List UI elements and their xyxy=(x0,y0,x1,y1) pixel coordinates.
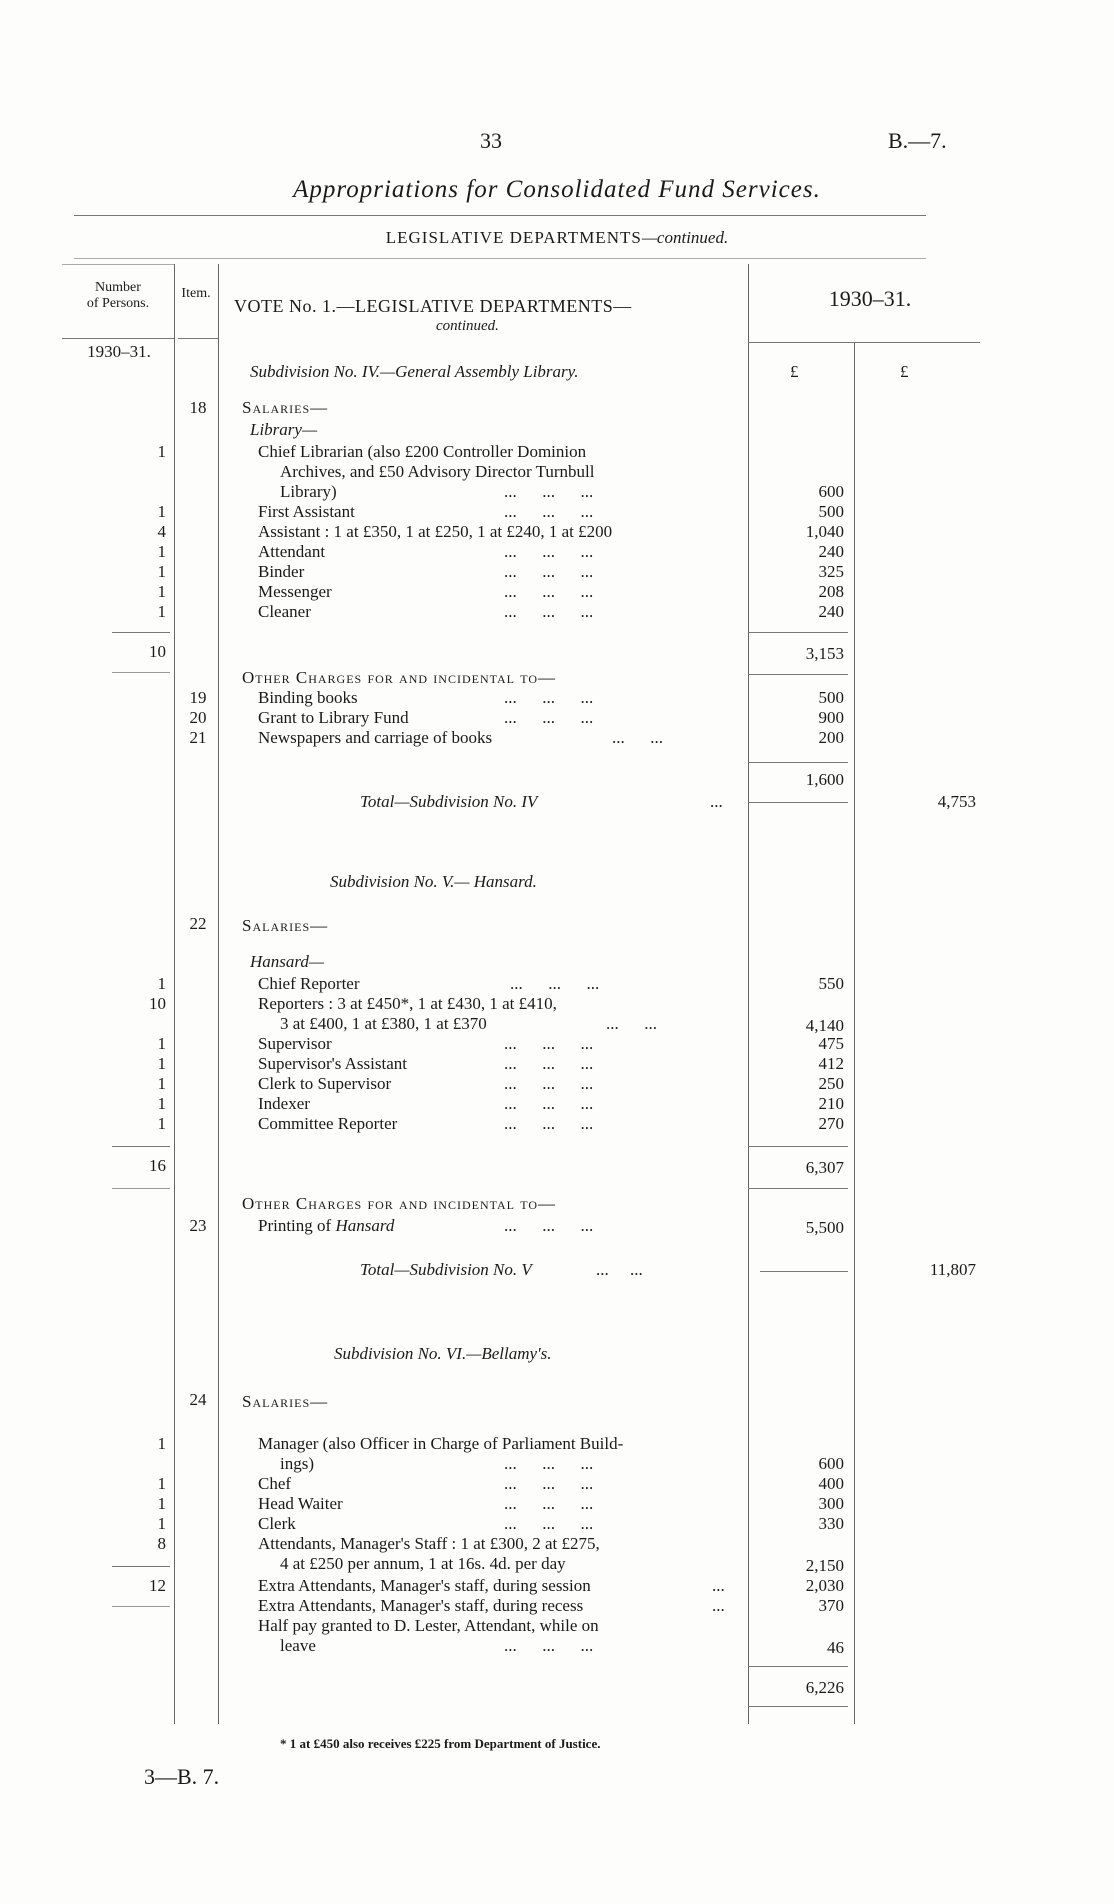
line-item: Extra Attendants, Manager's staff, during recess ... xyxy=(258,1596,725,1615)
persons-header-line1: Number xyxy=(95,280,141,295)
persons-count: 1 xyxy=(157,1074,166,1093)
line-item-text: Head Waiter xyxy=(258,1494,343,1513)
persons-head-rule xyxy=(62,264,174,265)
persons-count: 1 xyxy=(157,502,166,521)
amount-cell: 5,500 xyxy=(805,1218,844,1237)
line-item: Chef ... ... ... xyxy=(258,1474,594,1493)
item-number: 24 xyxy=(189,1390,207,1409)
section-subtitle xyxy=(0,228,1114,248)
persons-break-rule xyxy=(112,1606,170,1607)
salaries-heading: Salaries— xyxy=(242,1392,329,1411)
amount-subtotal-rule xyxy=(748,632,848,633)
amount-cell: 500 xyxy=(818,688,844,707)
persons-subtotal-rule xyxy=(112,1146,170,1147)
item-number: 21 xyxy=(189,728,207,747)
item-number: 22 xyxy=(189,914,207,933)
item-number: 19 xyxy=(189,688,207,707)
amount-break-rule xyxy=(748,1188,848,1189)
vote-title: VOTE No. 1.—LEGISLATIVE DEPARTMENTS— xyxy=(234,296,632,316)
column-header-year: 1930–31. xyxy=(828,286,912,311)
persons-count: 1 xyxy=(157,542,166,561)
line-item: Chief Librarian (also £200 Controller Dominion xyxy=(258,442,587,461)
currency-symbol-total: £ xyxy=(900,362,909,381)
total-label-text: Total—Subdivision No. IV xyxy=(360,792,538,811)
document-reference: B.—7. xyxy=(888,128,947,153)
line-item: Half pay granted to D. Lester, Attendant, while on xyxy=(258,1616,599,1635)
line-item-text: Newspapers and carriage of books xyxy=(258,728,493,747)
line-item-text-italic: Hansard xyxy=(335,1216,395,1235)
group-heading: Library— xyxy=(250,420,318,439)
line-item-continued: Library) ... ... ... xyxy=(280,482,594,501)
amount-cell: 600 xyxy=(818,1454,844,1473)
line-item-text: Binding books xyxy=(258,688,358,707)
line-item: Assistant : 1 at £350, 1 at £250, 1 at £240, 1 at £200 xyxy=(258,522,613,541)
persons-count: 1 xyxy=(157,582,166,601)
subdivision-total: 11,807 xyxy=(929,1260,976,1279)
item-number: 18 xyxy=(189,398,207,417)
amount-cell: 4,140 xyxy=(805,1016,844,1035)
line-item-text: Indexer xyxy=(258,1094,310,1113)
line-item-text: Chief Reporter xyxy=(258,974,360,993)
line-item: Attendants, Manager's Staff : 1 at £300, 2 at £275, xyxy=(258,1534,600,1553)
persons-count: 1 xyxy=(157,1054,166,1073)
line-item: Attendant ... ... ... xyxy=(258,542,594,561)
amount-cell: 1,040 xyxy=(805,522,844,541)
persons-year-rule xyxy=(62,338,174,339)
amount-cell: 46 xyxy=(827,1638,844,1657)
item-number: 23 xyxy=(189,1216,207,1235)
amount-break-rule xyxy=(748,674,848,675)
group-heading: Hansard— xyxy=(250,952,324,971)
persons-subtotal-rule xyxy=(112,632,170,633)
line-item: Binding books ... ... ... xyxy=(258,688,594,707)
line-item: Manager (also Officer in Charge of Parliament Build- xyxy=(258,1434,624,1453)
amount-cell: 412 xyxy=(818,1054,844,1073)
currency-symbol-amount: £ xyxy=(790,362,799,381)
column-rule-item-left xyxy=(174,264,175,1724)
persons-count: 1 xyxy=(157,1094,166,1113)
subtitle-rule xyxy=(74,258,926,259)
other-charges-subtotal: 1,600 xyxy=(805,770,844,789)
line-item: Supervisor ... ... ... xyxy=(258,1034,594,1053)
persons-header-line2: of Persons. xyxy=(86,296,150,311)
subdivision-total-label: Total—Subdivision No. IV ... xyxy=(360,792,723,811)
line-item-text: Messenger xyxy=(258,582,332,601)
subdivision-total-label: Total—Subdivision No. V ... ... xyxy=(360,1260,643,1279)
subdivision-total: 4,753 xyxy=(937,792,976,811)
persons-count: 1 xyxy=(157,1114,166,1133)
amount-cell: 900 xyxy=(818,708,844,727)
line-item-text: Extra Attendants, Manager's staff, during recess xyxy=(258,1596,584,1615)
subdivision-title: Subdivision No. V.— Hansard. xyxy=(330,872,537,891)
amount-cell: 2,150 xyxy=(805,1556,844,1575)
persons-subtotal-rule xyxy=(112,1566,170,1567)
subdivision-title: Subdivision No. IV.—General Assembly Library. xyxy=(250,362,579,381)
footnote: * 1 at £450 also receives £225 from Department of Justice. xyxy=(280,1736,601,1751)
line-item-text: Printing of xyxy=(258,1216,336,1235)
line-item-text: First Assistant xyxy=(258,502,355,521)
page-signature: 3—B. 7. xyxy=(144,1764,220,1789)
column-rule-amount-right xyxy=(854,342,855,1724)
line-item-text: Cleaner xyxy=(258,602,311,621)
line-item: Binder ... ... ... xyxy=(258,562,594,581)
line-item: Head Waiter ... ... ... xyxy=(258,1494,594,1513)
other-charges-heading: Other Charges for and incidental to— xyxy=(242,1194,557,1213)
salaries-heading: Salaries— xyxy=(242,916,329,935)
line-item-text: Clerk to Supervisor xyxy=(258,1074,392,1093)
line-item: Newspapers and carriage of books ... ... xyxy=(258,728,663,747)
amount-cell: 208 xyxy=(818,582,844,601)
amount-cell: 400 xyxy=(818,1474,844,1493)
line-item: Messenger ... ... ... xyxy=(258,582,594,601)
line-item: Cleaner ... ... ... xyxy=(258,602,594,621)
line-item-continued: leave ... ... ... xyxy=(280,1636,594,1655)
amount-cell: 500 xyxy=(818,502,844,521)
line-item-text: Supervisor's Assistant xyxy=(258,1054,407,1073)
amount-cell: 210 xyxy=(818,1094,844,1113)
line-item-text: 3 at £400, 1 at £380, 1 at £370 xyxy=(280,1014,487,1033)
amount-cell: 370 xyxy=(818,1596,844,1615)
amount-cell: 325 xyxy=(818,562,844,581)
page-number: 33 xyxy=(480,128,502,153)
line-item: Clerk ... ... ... xyxy=(258,1514,594,1533)
persons-break-rule xyxy=(112,672,170,673)
salaries-subtotal: 6,226 xyxy=(805,1678,844,1697)
line-item-continued: Archives, and £50 Advisory Director Turnbull xyxy=(280,462,595,481)
amount-subtotal-rule xyxy=(748,1146,848,1147)
title-rule xyxy=(74,215,926,216)
persons-count: 8 xyxy=(157,1534,166,1553)
line-item: Supervisor's Assistant ... ... ... xyxy=(258,1054,594,1073)
persons-count: 1 xyxy=(157,1494,166,1513)
line-item-text: Attendant xyxy=(258,542,326,561)
item-head-rule xyxy=(178,338,218,339)
line-item: Grant to Library Fund ... ... ... xyxy=(258,708,594,727)
amount-cell: 300 xyxy=(818,1494,844,1513)
line-item-text: Committee Reporter xyxy=(258,1114,398,1133)
column-header-persons xyxy=(62,280,174,312)
amount-close-rule xyxy=(748,1706,848,1707)
total-rule xyxy=(748,802,848,803)
column-header-item: Item. xyxy=(181,286,211,301)
line-item-continued: ings) ... ... ... xyxy=(280,1454,594,1473)
total-rule xyxy=(760,1271,848,1272)
amount-cell: 240 xyxy=(818,602,844,621)
persons-count: 1 xyxy=(157,602,166,621)
year-head-rule xyxy=(748,342,980,343)
subtitle-main: LEGISLATIVE DEPARTMENTS xyxy=(385,228,642,247)
line-item-continued: 4 at £250 per annum, 1 at 16s. 4d. per day xyxy=(280,1554,566,1573)
other-charges-heading: Other Charges for and incidental to— xyxy=(242,668,557,687)
line-item: Chief Reporter ... ... ... xyxy=(258,974,600,993)
line-item-text: Chef xyxy=(258,1474,292,1493)
salaries-subtotal: 3,153 xyxy=(805,644,844,663)
line-item: Committee Reporter ... ... ... xyxy=(258,1114,594,1133)
line-item: Indexer ... ... ... xyxy=(258,1094,594,1113)
persons-total: 12 xyxy=(149,1576,166,1595)
amount-cell: 240 xyxy=(818,542,844,561)
amount-cell: 2,030 xyxy=(805,1576,844,1595)
line-item-text: leave xyxy=(280,1636,316,1655)
persons-total: 16 xyxy=(149,1156,166,1175)
amount-cell: 250 xyxy=(818,1074,844,1093)
item-number: 20 xyxy=(189,708,207,727)
line-item-text: Clerk xyxy=(258,1514,296,1533)
persons-count: 1 xyxy=(157,562,166,581)
line-item: Clerk to Supervisor ... ... ... xyxy=(258,1074,594,1093)
line-item: Printing of Hansard ... ... ... xyxy=(258,1216,594,1235)
persons-count: 1 xyxy=(157,442,166,461)
line-item: Extra Attendants, Manager's staff, during session ... xyxy=(258,1576,725,1595)
persons-count: 1 xyxy=(157,1034,166,1053)
salaries-heading: Salaries— xyxy=(242,398,329,417)
persons-year-label: 1930–31. xyxy=(87,342,151,361)
amount-cell: 475 xyxy=(818,1034,844,1053)
line-item-text: Library) xyxy=(280,482,337,501)
amount-cell: 200 xyxy=(818,728,844,747)
amount-subtotal-rule xyxy=(748,1666,848,1667)
subdivision-title: Subdivision No. VI.—Bellamy's. xyxy=(334,1344,552,1363)
amount-cell: 330 xyxy=(818,1514,844,1533)
line-item-continued: 3 at £400, 1 at £380, 1 at £370 ... ... xyxy=(280,1014,657,1033)
column-rule-item-right xyxy=(218,264,219,1724)
persons-count: 4 xyxy=(157,522,166,541)
persons-count: 1 xyxy=(157,1514,166,1533)
line-item: First Assistant ... ... ... xyxy=(258,502,594,521)
line-item-text: Binder xyxy=(258,562,305,581)
line-item-text: Supervisor xyxy=(258,1034,332,1053)
persons-total: 10 xyxy=(149,642,166,661)
persons-break-rule xyxy=(112,1188,170,1189)
total-label-text: Total—Subdivision No. V xyxy=(360,1260,532,1279)
persons-count: 10 xyxy=(149,994,166,1013)
persons-count: 1 xyxy=(157,974,166,993)
amount-cell: 550 xyxy=(818,974,844,993)
persons-count: 1 xyxy=(157,1474,166,1493)
line-item-text: Extra Attendants, Manager's staff, during session xyxy=(258,1576,591,1595)
line-item: Reporters : 3 at £450*, 1 at £430, 1 at £410, xyxy=(258,994,557,1013)
salaries-subtotal: 6,307 xyxy=(805,1158,844,1177)
amount-cell: 600 xyxy=(818,482,844,501)
persons-count: 1 xyxy=(157,1434,166,1453)
other-subtotal-rule xyxy=(748,762,848,763)
line-item-text: ings) xyxy=(280,1454,314,1473)
line-item-text: Grant to Library Fund xyxy=(258,708,409,727)
amount-cell: 270 xyxy=(818,1114,844,1133)
page-title: Appropriations for Consolidated Fund Services. xyxy=(293,176,821,203)
subtitle-continued: —continued. xyxy=(641,228,729,247)
vote-continued: continued. xyxy=(436,318,499,334)
